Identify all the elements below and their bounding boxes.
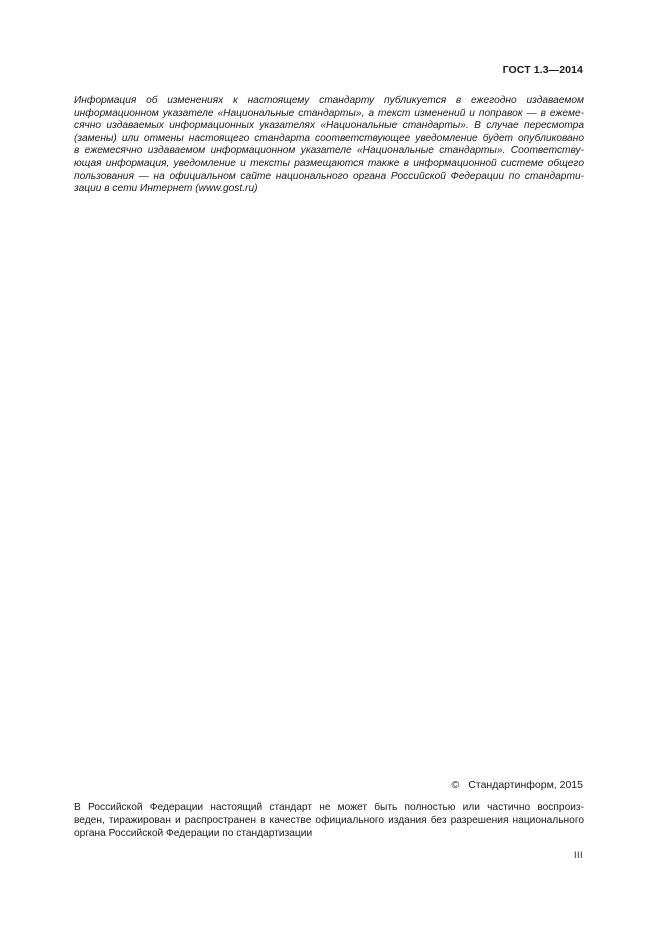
reproduction-restriction — [74, 801, 584, 841]
notice-line: пользования — на официальном сайте национального органа Российской Федерации по стандарти- — [74, 170, 584, 182]
copyright-notice — [452, 779, 583, 791]
document-code-header: ГОСТ 1.3—2014 — [502, 64, 583, 76]
copyright-symbol: © — [451, 779, 460, 791]
notice-line: ющая информация, уведомление и тексты размещаются также в информационной системе общего — [74, 157, 584, 169]
legal-line: веден, тиражирован и распространен в качестве официального издания без разрешения национального — [74, 815, 584, 827]
notice-line: сячно издаваемых информационных указателях «Национальные стандарты». В случае пересмотра — [74, 120, 584, 132]
notice-line: информационном указателе «Национальные стандарты», а текст изменений и поправок — в ежеме- — [74, 107, 584, 119]
notice-line: в ежемесячно издаваемом информационном указателе «Национальные стандарты». Соответству- — [74, 145, 584, 157]
notice-line: Информация об изменениях к настоящему стандарту публикуется в ежегодно издаваемом — [74, 95, 584, 106]
notice-line: (замены) или отмены настоящего стандарта соответствующее уведомление будет опубликовано — [74, 132, 584, 144]
notice-line: зации в сети Интернет (www.gost.ru) — [74, 183, 258, 195]
page-number: III — [573, 850, 583, 860]
legal-line: В Российской Федерации настоящий стандарт не может быть полностью или частично воспроиз- — [74, 802, 584, 813]
amendments-notice — [74, 95, 584, 196]
copyright-text: Стандартинформ, 2015 — [468, 779, 583, 791]
legal-line: органа Российской Федерации по стандартизации — [74, 828, 313, 840]
